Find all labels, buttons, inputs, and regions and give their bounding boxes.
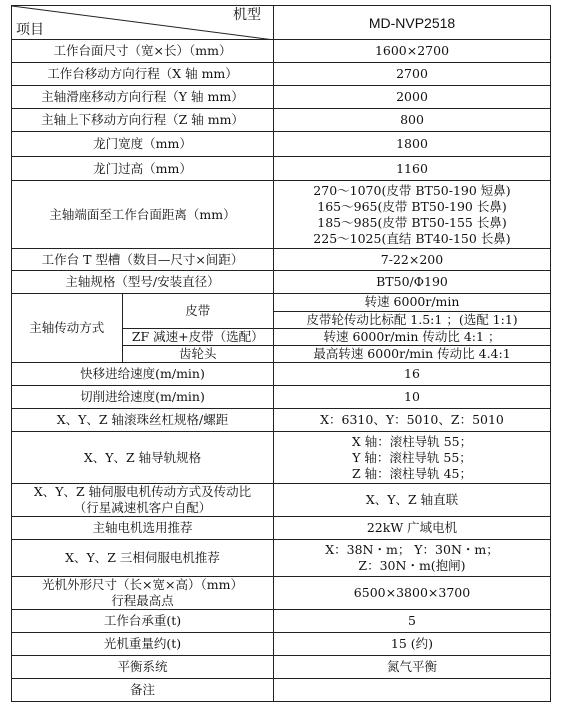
- row-label: 备注: [12, 679, 274, 702]
- value-line: Z：30N・m(抱闸): [358, 558, 466, 573]
- row-value: 15 (约): [274, 633, 551, 656]
- table-row: [12, 109, 551, 132]
- table-row: [12, 40, 551, 63]
- table-row: [12, 386, 551, 409]
- value-line: 270～1070(皮带 BT50-190 短鼻): [313, 182, 511, 198]
- row-value: 16: [274, 363, 551, 386]
- row-value-multiline: [274, 432, 551, 484]
- row-label: 平衡系统: [12, 656, 274, 679]
- drive-subtable: [12, 294, 273, 362]
- model-name: MD-NVP2518: [274, 6, 551, 40]
- row-label: 主轴滑座移动方向行程（Y 轴 mm）: [12, 86, 274, 109]
- belt-speed: 转速 6000r/min: [274, 294, 550, 311]
- model-label: 机型: [233, 7, 261, 23]
- row-label-multiline: [12, 484, 274, 517]
- table-row: [12, 610, 551, 633]
- row-value: 22kW 广域电机: [274, 517, 551, 540]
- label-line: 光机外形尺寸（长×宽×高）（mm）: [42, 577, 243, 592]
- value-line: Y 轴：滚柱导轨 55；: [352, 449, 472, 465]
- zf-value: 转速 6000r/min 传动比 4:1 ；: [274, 328, 550, 345]
- value-line: X 轴：滚柱导轨 55；: [351, 433, 473, 449]
- table-row: [12, 181, 551, 249]
- table-row: [12, 517, 551, 540]
- row-value: 800: [274, 109, 551, 132]
- row-label: X、Y、Z 轴滚珠丝杠规格/螺距: [12, 409, 274, 432]
- diagonal-header-cell: [12, 6, 274, 40]
- table-row: [12, 132, 551, 157]
- table-row: [12, 679, 551, 702]
- table-row: [12, 577, 551, 610]
- row-label: 主轴规格（型号/安装直径）: [12, 271, 274, 294]
- row-value: 10: [274, 386, 551, 409]
- table-row: [12, 409, 551, 432]
- row-value: [274, 679, 551, 702]
- drive-value-cell: [274, 294, 551, 363]
- row-value: X：6310、Y：5010、Z：5010: [274, 409, 551, 432]
- belt-ratio: 皮带轮传动比标配 1.5:1 ；(选配 1:1): [274, 311, 550, 328]
- table-row: [12, 63, 551, 86]
- value-line: 185～985(皮带 BT50-155 长鼻): [317, 214, 507, 230]
- row-label: 主轴上下移动方向行程（Z 轴 mm）: [12, 109, 274, 132]
- row-label: 工作台移动方向行程（X 轴 mm）: [12, 63, 274, 86]
- row-label: 龙门宽度（mm）: [12, 132, 274, 157]
- table-row: [12, 656, 551, 679]
- table-row: [12, 86, 551, 109]
- table-row: [12, 249, 551, 271]
- value-line: 225～1025(直结 BT40-150 长鼻): [313, 230, 511, 246]
- gear-label: 齿轮头: [178, 345, 217, 361]
- row-value: X、Y、Z 轴直联: [274, 484, 551, 517]
- drive-label-cell: [12, 294, 274, 363]
- row-label: 工作台承重(t): [12, 610, 274, 633]
- drive-label: 主轴传动方式: [12, 294, 122, 362]
- table-row: [12, 157, 551, 181]
- row-label: 工作台 T 型槽（数目—尺寸×间距）: [12, 249, 274, 271]
- label-line: （行星减速机客户自配）: [73, 500, 212, 515]
- row-label: 光机重量约(t): [12, 633, 274, 656]
- row-label: X、Y、Z 轴导轨规格: [12, 432, 274, 484]
- row-label: 主轴电机选用推荐: [12, 517, 274, 540]
- row-value-multiline: [274, 540, 551, 577]
- value-line: Z 轴：滚柱导轨 45；: [351, 465, 473, 481]
- gear-value: 最高转速 6000r/min 传动比 4.4:1: [313, 345, 511, 361]
- table-row: [12, 633, 551, 656]
- row-label: X、Y、Z 三相伺服电机推荐: [12, 540, 274, 577]
- row-value: 氮气平衡: [274, 656, 551, 679]
- drive-row: [12, 294, 551, 363]
- item-label: 项目: [16, 22, 44, 38]
- spec-table: [11, 5, 551, 702]
- row-label-multiline: [12, 577, 274, 610]
- header-row: [12, 6, 551, 40]
- row-label: 快移进给速度(m/min): [12, 363, 274, 386]
- label-line: X、Y、Z 轴伺服电机传动方式及传动比: [33, 484, 252, 499]
- row-value: 1600×2700: [274, 40, 551, 63]
- row-value-multiline: [274, 181, 551, 249]
- row-value: 2000: [274, 86, 551, 109]
- row-value: 6500×3800×3700: [274, 577, 551, 610]
- table-row: [12, 540, 551, 577]
- zf-label: ZF 减速+皮带（选配）: [122, 328, 273, 345]
- row-value: 1160: [274, 157, 551, 181]
- row-value: 1800: [274, 132, 551, 157]
- table-row: [12, 432, 551, 484]
- row-value: 7-22×200: [274, 249, 551, 271]
- table-row: [12, 363, 551, 386]
- drive-value-subtable: [274, 294, 550, 362]
- value-line: X：38N・m； Y：30N・m；: [325, 542, 499, 557]
- row-label: 切削进给速度(m/min): [12, 386, 274, 409]
- row-label: 工作台面尺寸（宽×长）（mm）: [12, 40, 274, 63]
- belt-label: 皮带: [122, 294, 273, 328]
- row-label: 龙门过高（mm）: [12, 157, 274, 181]
- row-label: 主轴端面至工作台面距离（mm）: [12, 181, 274, 249]
- row-value: BT50/Φ190: [274, 271, 551, 294]
- table-row: [12, 271, 551, 294]
- label-line: 行程最高点: [111, 593, 174, 608]
- row-value: 2700: [274, 63, 551, 86]
- value-line: 165～965(皮带 BT50-190 长鼻): [317, 198, 507, 214]
- table-row: [12, 484, 551, 517]
- row-value: 5: [274, 610, 551, 633]
